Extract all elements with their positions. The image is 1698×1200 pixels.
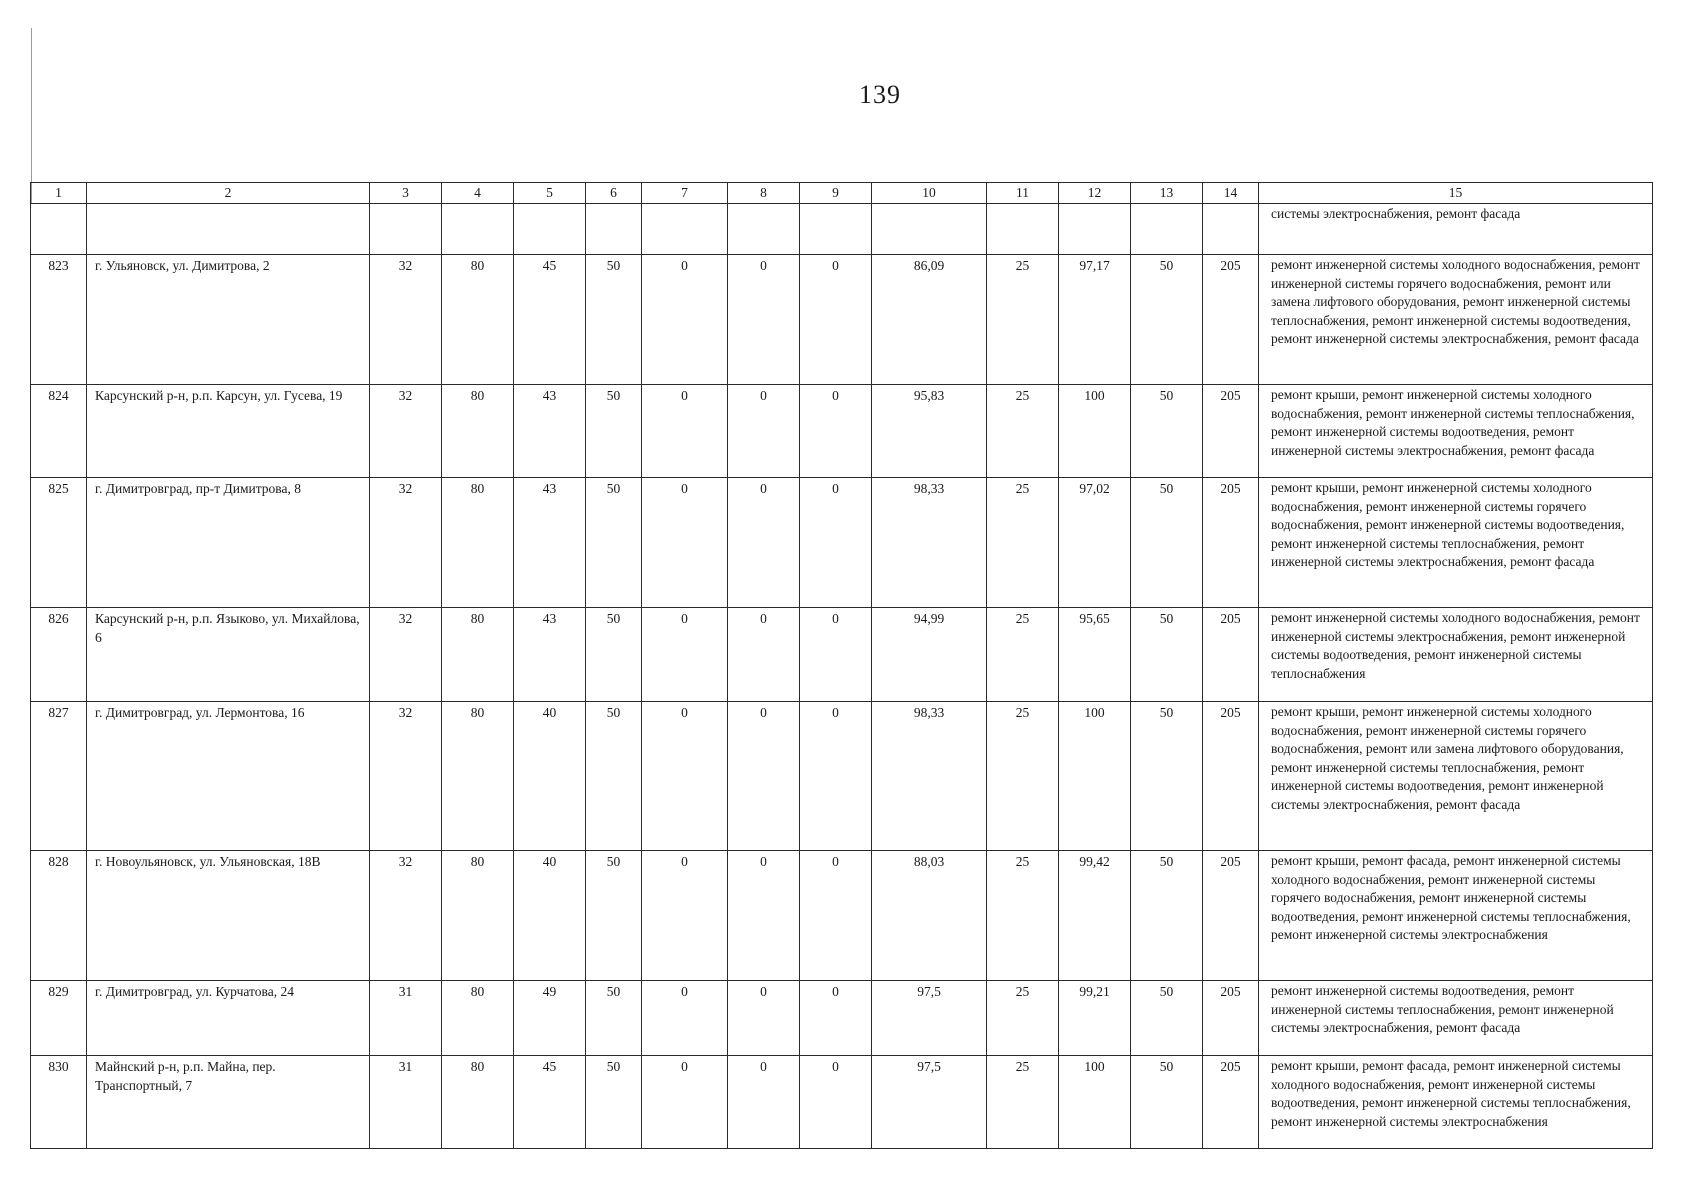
value-cell: 0 (728, 1056, 800, 1149)
empty-cell (370, 204, 442, 255)
table-row (31, 702, 1653, 851)
value-cell: 50 (1131, 608, 1203, 702)
column-header: 13 (1131, 183, 1203, 204)
works-cell: ремонт крыши, ремонт инженерной системы холодного водоснабжения, ремонт инженерной системы горячего водоснабжения, ремонт или замена лифтового оборудования, ремонт инженерной системы теплоснабжения, ремонт инженерной системы водоотведения, ремонт инженерной системы электроснабжения, ремонт фасада (1259, 702, 1653, 851)
value-cell: 49 (514, 981, 586, 1056)
value-cell: 0 (800, 385, 872, 478)
value-cell: 205 (1203, 1056, 1259, 1149)
value-cell: 95,83 (872, 385, 987, 478)
value-cell: 25 (987, 478, 1059, 608)
empty-cell (728, 204, 800, 255)
value-cell: 0 (642, 1056, 728, 1149)
value-cell: 25 (987, 981, 1059, 1056)
value-cell: 0 (728, 255, 800, 385)
works-cell: системы электроснабжения, ремонт фасада (1259, 204, 1653, 255)
empty-cell (1059, 204, 1131, 255)
empty-cell (442, 204, 514, 255)
value-cell: 50 (1131, 478, 1203, 608)
value-cell: 25 (987, 608, 1059, 702)
value-cell: 80 (442, 478, 514, 608)
address-cell: Карсунский р-н, р.п. Карсун, ул. Гусева, 19 (87, 385, 370, 478)
value-cell: 50 (586, 1056, 642, 1149)
empty-cell (1203, 204, 1259, 255)
value-cell: 97,02 (1059, 478, 1131, 608)
value-cell: 97,5 (872, 981, 987, 1056)
empty-cell (1131, 204, 1203, 255)
value-cell: 0 (642, 702, 728, 851)
value-cell: 50 (1131, 255, 1203, 385)
value-cell: 0 (642, 608, 728, 702)
value-cell: 0 (642, 851, 728, 981)
value-cell: 25 (987, 702, 1059, 851)
value-cell: 32 (370, 851, 442, 981)
value-cell: 88,03 (872, 851, 987, 981)
value-cell: 80 (442, 608, 514, 702)
value-cell: 205 (1203, 851, 1259, 981)
row-number: 826 (31, 608, 87, 702)
value-cell: 100 (1059, 702, 1131, 851)
repair-schedule-table (30, 182, 1653, 1149)
row-number: 825 (31, 478, 87, 608)
value-cell: 50 (1131, 981, 1203, 1056)
value-cell: 205 (1203, 981, 1259, 1056)
empty-cell (514, 204, 586, 255)
value-cell: 80 (442, 255, 514, 385)
empty-cell (87, 204, 370, 255)
value-cell: 0 (642, 255, 728, 385)
table-row (31, 851, 1653, 981)
value-cell: 50 (586, 385, 642, 478)
value-cell: 100 (1059, 385, 1131, 478)
value-cell: 50 (586, 702, 642, 851)
value-cell: 50 (1131, 385, 1203, 478)
value-cell: 99,21 (1059, 981, 1131, 1056)
empty-cell (987, 204, 1059, 255)
address-cell: г. Димитровград, ул. Курчатова, 24 (87, 981, 370, 1056)
value-cell: 98,33 (872, 702, 987, 851)
address-cell: Майнский р-н, р.п. Майна, пер. Транспортный, 7 (87, 1056, 370, 1149)
value-cell: 0 (642, 478, 728, 608)
value-cell: 0 (728, 702, 800, 851)
value-cell: 97,5 (872, 1056, 987, 1149)
header-row (31, 183, 1653, 204)
value-cell: 45 (514, 255, 586, 385)
value-cell: 25 (987, 385, 1059, 478)
value-cell: 0 (728, 478, 800, 608)
value-cell: 50 (586, 608, 642, 702)
works-cell: ремонт инженерной системы водоотведения, ремонт инженерной системы теплоснабжения, ремонт инженерной системы электроснабжения, ремонт фасада (1259, 981, 1653, 1056)
column-header: 7 (642, 183, 728, 204)
empty-cell (800, 204, 872, 255)
value-cell: 32 (370, 608, 442, 702)
works-cell: ремонт крыши, ремонт инженерной системы холодного водоснабжения, ремонт инженерной системы горячего водоснабжения, ремонт инженерной системы водоотведения, ремонт инженерной системы теплоснабжения, ремонт инженерной системы электроснабжения, ремонт фасада (1259, 478, 1653, 608)
works-cell: ремонт крыши, ремонт инженерной системы холодного водоснабжения, ремонт инженерной системы теплоснабжения, ремонт инженерной системы водоотведения, ремонт инженерной системы электроснабжения, ремонт фасада (1259, 385, 1653, 478)
value-cell: 0 (728, 981, 800, 1056)
row-number: 830 (31, 1056, 87, 1149)
column-header: 10 (872, 183, 987, 204)
value-cell: 98,33 (872, 478, 987, 608)
value-cell: 50 (1131, 851, 1203, 981)
value-cell: 25 (987, 1056, 1059, 1149)
value-cell: 0 (728, 851, 800, 981)
value-cell: 95,65 (1059, 608, 1131, 702)
column-header: 12 (1059, 183, 1131, 204)
value-cell: 50 (586, 478, 642, 608)
row-number: 824 (31, 385, 87, 478)
value-cell: 32 (370, 385, 442, 478)
value-cell: 0 (642, 385, 728, 478)
column-header: 14 (1203, 183, 1259, 204)
value-cell: 32 (370, 255, 442, 385)
empty-cell (31, 204, 87, 255)
column-header: 11 (987, 183, 1059, 204)
value-cell: 50 (1131, 702, 1203, 851)
value-cell: 31 (370, 981, 442, 1056)
value-cell: 0 (800, 1056, 872, 1149)
column-header: 4 (442, 183, 514, 204)
empty-cell (872, 204, 987, 255)
value-cell: 205 (1203, 478, 1259, 608)
value-cell: 0 (800, 702, 872, 851)
column-header: 2 (87, 183, 370, 204)
value-cell: 80 (442, 1056, 514, 1149)
column-header: 15 (1259, 183, 1653, 204)
value-cell: 205 (1203, 385, 1259, 478)
value-cell: 0 (800, 851, 872, 981)
table-row (31, 385, 1653, 478)
value-cell: 0 (800, 478, 872, 608)
value-cell: 43 (514, 385, 586, 478)
column-header: 1 (31, 183, 87, 204)
row-number: 828 (31, 851, 87, 981)
works-cell: ремонт инженерной системы холодного водоснабжения, ремонт инженерной системы электроснабжения, ремонт инженерной системы водоотведения, ремонт инженерной системы теплоснабжения (1259, 608, 1653, 702)
value-cell: 80 (442, 851, 514, 981)
address-cell: г. Димитровград, ул. Лермонтова, 16 (87, 702, 370, 851)
value-cell: 50 (586, 981, 642, 1056)
page-number: 139 (859, 80, 901, 109)
margin-line (31, 28, 32, 203)
row-number: 827 (31, 702, 87, 851)
empty-cell (586, 204, 642, 255)
column-header: 6 (586, 183, 642, 204)
address-cell: г. Ульяновск, ул. Димитрова, 2 (87, 255, 370, 385)
table-row (31, 478, 1653, 608)
column-header: 9 (800, 183, 872, 204)
value-cell: 86,09 (872, 255, 987, 385)
value-cell: 0 (800, 608, 872, 702)
continuation-row (31, 204, 1653, 255)
value-cell: 99,42 (1059, 851, 1131, 981)
value-cell: 97,17 (1059, 255, 1131, 385)
value-cell: 0 (800, 981, 872, 1056)
works-cell: ремонт инженерной системы холодного водоснабжения, ремонт инженерной системы горячего водоснабжения, ремонт или замена лифтового оборудования, ремонт инженерной системы теплоснабжения, ремонт инженерной системы водоотведения, ремонт инженерной системы электроснабжения, ремонт фасада (1259, 255, 1653, 385)
value-cell: 40 (514, 851, 586, 981)
column-header: 5 (514, 183, 586, 204)
table-row (31, 255, 1653, 385)
value-cell: 50 (586, 255, 642, 385)
works-cell: ремонт крыши, ремонт фасада, ремонт инженерной системы холодного водоснабжения, ремонт инженерной системы водоотведения, ремонт инженерной системы теплоснабжения, ремонт инженерной системы электроснабжения (1259, 1056, 1653, 1149)
column-header: 8 (728, 183, 800, 204)
value-cell: 0 (728, 608, 800, 702)
value-cell: 205 (1203, 255, 1259, 385)
value-cell: 25 (987, 851, 1059, 981)
row-number: 829 (31, 981, 87, 1056)
value-cell: 94,99 (872, 608, 987, 702)
row-number: 823 (31, 255, 87, 385)
value-cell: 80 (442, 981, 514, 1056)
address-cell: Карсунский р-н, р.п. Языково, ул. Михайлова, 6 (87, 608, 370, 702)
value-cell: 25 (987, 255, 1059, 385)
value-cell: 80 (442, 702, 514, 851)
value-cell: 100 (1059, 1056, 1131, 1149)
table-row (31, 1056, 1653, 1149)
table-row (31, 608, 1653, 702)
value-cell: 0 (642, 981, 728, 1056)
value-cell: 43 (514, 608, 586, 702)
value-cell: 32 (370, 702, 442, 851)
works-cell: ремонт крыши, ремонт фасада, ремонт инженерной системы холодного водоснабжения, ремонт инженерной системы горячего водоснабжения, ремонт инженерной системы водоотведения, ремонт инженерной системы теплоснабжения, ремонт инженерной системы электроснабжения (1259, 851, 1653, 981)
column-header: 3 (370, 183, 442, 204)
empty-cell (642, 204, 728, 255)
value-cell: 0 (728, 385, 800, 478)
value-cell: 31 (370, 1056, 442, 1149)
value-cell: 45 (514, 1056, 586, 1149)
value-cell: 50 (586, 851, 642, 981)
value-cell: 50 (1131, 1056, 1203, 1149)
value-cell: 80 (442, 385, 514, 478)
value-cell: 0 (800, 255, 872, 385)
address-cell: г. Димитровград, пр-т Димитрова, 8 (87, 478, 370, 608)
value-cell: 32 (370, 478, 442, 608)
value-cell: 40 (514, 702, 586, 851)
value-cell: 43 (514, 478, 586, 608)
table-row (31, 981, 1653, 1056)
value-cell: 205 (1203, 702, 1259, 851)
value-cell: 205 (1203, 608, 1259, 702)
address-cell: г. Новоульяновск, ул. Ульяновская, 18В (87, 851, 370, 981)
